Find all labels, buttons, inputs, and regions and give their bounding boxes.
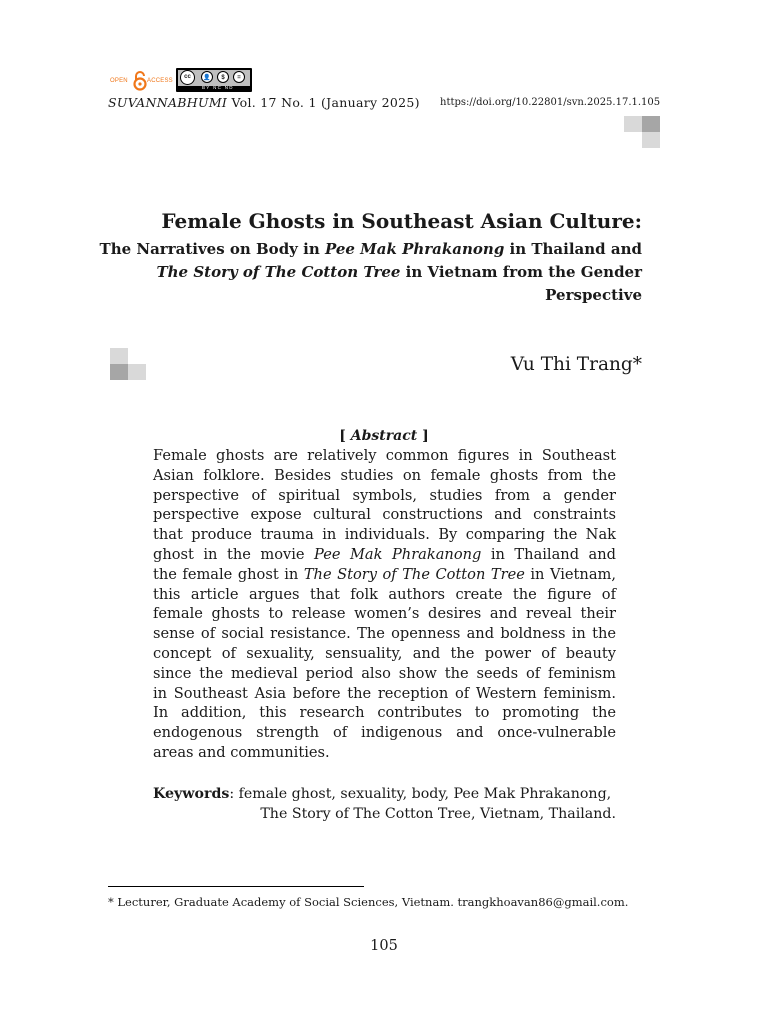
abstract-line: since the medieval period also show the seeds of feminism — [153, 664, 616, 682]
author-footnote: * Lecturer, Graduate Academy of Social Sciences, Vietnam. trangkhoavan86@gmail.com. — [108, 895, 629, 909]
article-subtitle: The Narratives on Body in Pee Mak Phrakanong in Thailand and The Story of The Cotton Tree in Vietnam from the Gender Perspective — [99, 240, 642, 304]
cc-by-nc-nd-icon — [176, 68, 252, 92]
abstract-line: in Southeast Asia before the reception of Western feminism. — [153, 684, 616, 702]
abstract-text — [153, 446, 616, 763]
abstract-line: the female ghost in The Story of The Cotton Tree in Vietnam, — [153, 565, 616, 583]
open-access-label: OPEN — [110, 78, 128, 84]
doi-link[interactable]: https://doi.org/10.22801/svn.2025.17.1.105 — [440, 97, 661, 108]
open-access-lock-icon — [133, 71, 147, 91]
abstract-line: this article argues that folk authors create the figure of — [153, 585, 616, 603]
abstract-line: that produce trauma in individuals. By comparing the Nak — [153, 526, 616, 544]
abstract-line: perspective expose cultural constructions and constraints — [153, 506, 616, 524]
abstract-line: female ghosts to release women’s desires and reveal their — [153, 605, 616, 623]
keywords-line-2: The Story of The Cotton Tree, Vietnam, Thailand. — [260, 806, 616, 822]
open-access-logo: OPEN ACCESS — [110, 71, 176, 91]
attribution-icon: 👤 — [201, 71, 213, 83]
decorative-square — [110, 348, 128, 364]
abstract-line: endogenous strength of indigenous and once-vulnerable — [153, 724, 616, 742]
abstract-line: In addition, this research contributes to promoting the — [153, 704, 616, 722]
abstract-line: areas and communities. — [153, 743, 330, 761]
abstract-line: sense of social resistance. The openness and boldness in the — [153, 625, 616, 643]
noncommercial-icon: $ — [217, 71, 229, 83]
decorative-square — [110, 364, 128, 380]
decorative-square — [624, 116, 642, 132]
keywords-line-1: : female ghost, sexuality, body, Pee Mak Phrakanong, — [229, 786, 612, 802]
decorative-square — [128, 364, 146, 380]
license-sub-label: BY NC ND — [202, 85, 234, 90]
footnote-rule — [108, 886, 364, 887]
noderivatives-icon: = — [233, 71, 245, 83]
journal-name: SUVANNABHUMI — [108, 95, 228, 110]
journal-issue: Vol. 17 No. 1 (January 2025) — [231, 95, 420, 110]
decorative-square — [642, 132, 660, 148]
keywords — [153, 784, 616, 824]
decorative-square — [642, 116, 660, 132]
abstract-heading: [ Abstract ] — [339, 428, 429, 444]
author-name: Vu Thi Trang* — [510, 354, 642, 375]
journal-citation — [108, 95, 420, 110]
cc-icon: cc — [180, 70, 195, 85]
abstract-line: Asian folklore. Besides studies on female ghosts from the — [153, 466, 616, 484]
page-number: 105 — [370, 938, 398, 954]
abstract-line: perspective of spiritual symbols, studies from a gender — [153, 486, 616, 504]
article-title: Female Ghosts in Southeast Asian Culture: — [161, 209, 642, 233]
keywords-label: Keywords — [153, 786, 230, 802]
abstract-line: concept of sexuality, sensuality, and the power of beauty — [153, 644, 616, 662]
abstract-line: Female ghosts are relatively common figures in Southeast — [153, 447, 616, 464]
abstract-line: ghost in the movie Pee Mak Phrakanong in Thailand and — [153, 545, 616, 563]
